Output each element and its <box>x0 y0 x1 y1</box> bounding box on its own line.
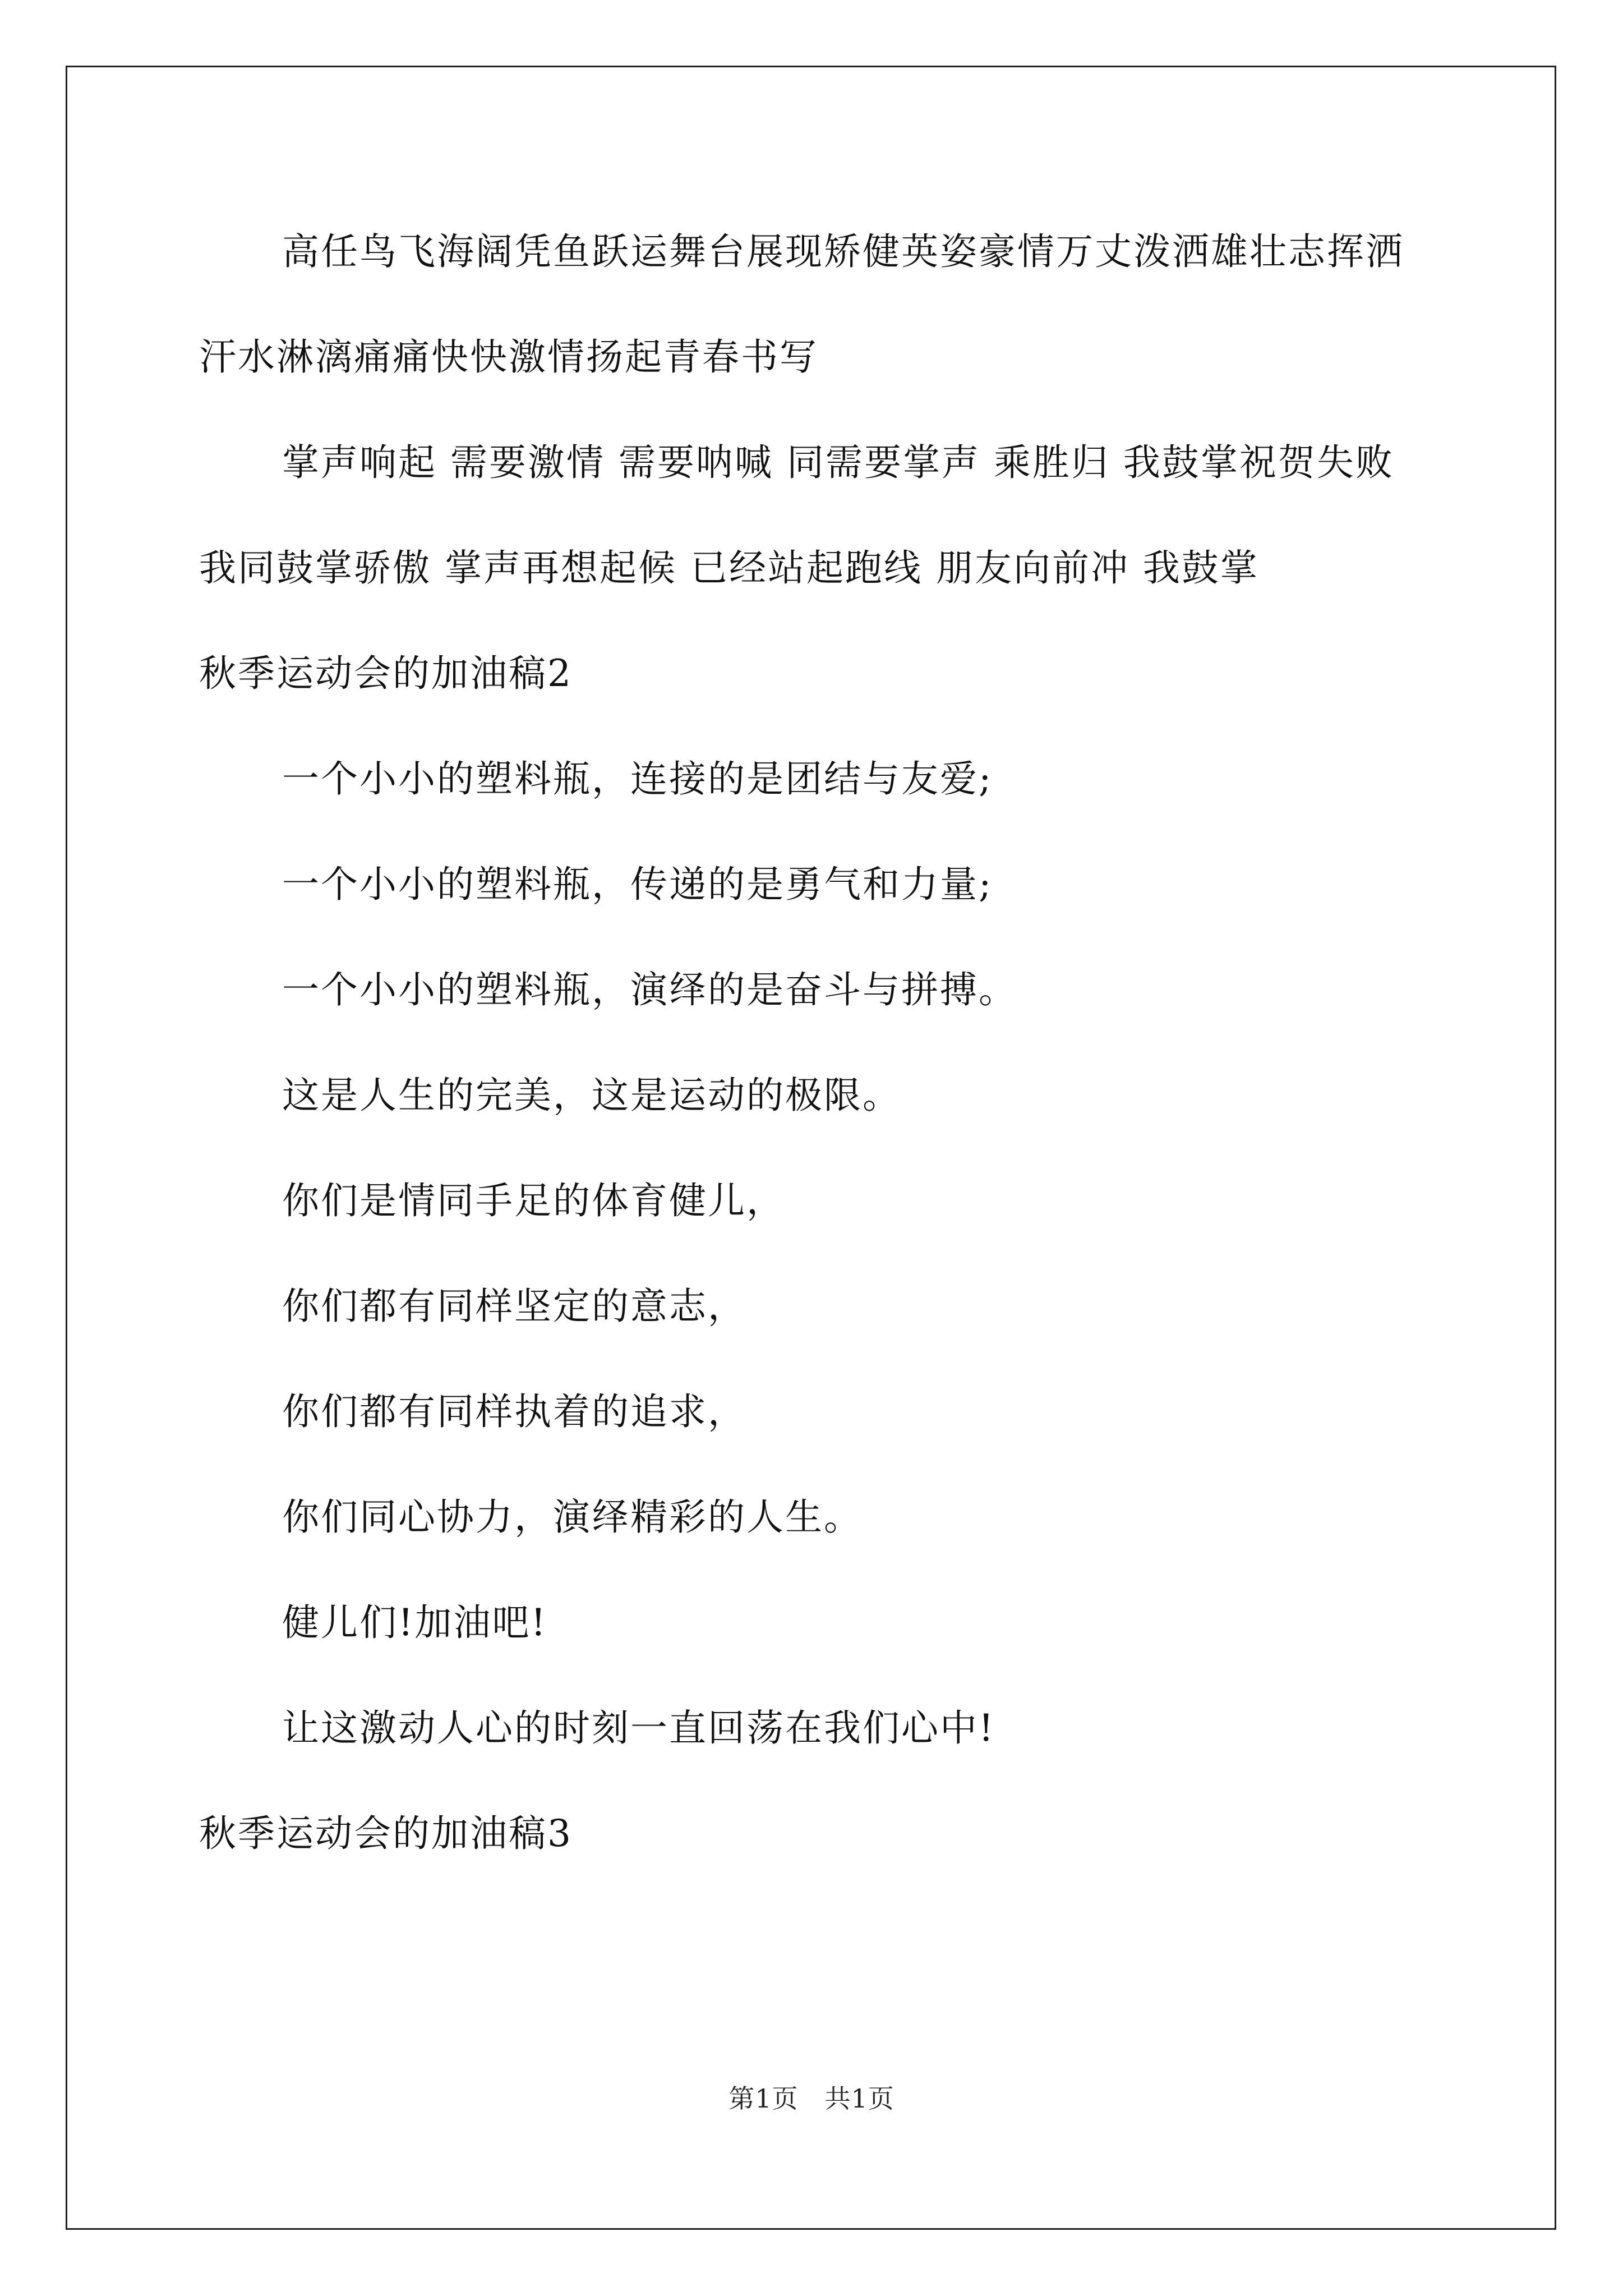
section-heading: 秋季运动会的加油稿3 <box>199 1812 573 1855</box>
paragraph: 你们都有同样坚定的意志， <box>282 1285 746 1328</box>
document-body <box>199 199 1427 1887</box>
page-total: 共1页 <box>824 2083 895 2114</box>
section-heading: 秋季运动会的加油稿2 <box>199 652 573 695</box>
page-number: 第1页 <box>728 2083 799 2114</box>
paragraph: 一个小小的塑料瓶，连接的是团结与友爱; <box>282 757 993 800</box>
paragraph: 让这激动人心的时刻一直回荡在我们心中! <box>282 1706 995 1750</box>
paragraph: 你们同心协力，演绎精彩的人生。 <box>282 1496 863 1539</box>
page-footer <box>0 2078 1623 2115</box>
paragraph: 一个小小的塑料瓶，传递的是勇气和力量; <box>282 863 993 906</box>
paragraph: 这是人生的完美，这是运动的极限。 <box>282 1074 901 1117</box>
paragraph: 高任鸟飞海阔凭鱼跃运舞台展现矫健英姿豪情万丈泼洒雄壮志挥洒汗水淋漓痛痛快快激情扬起青春书写 <box>199 230 1404 379</box>
paragraph: 一个小小的塑料瓶，演绎的是奋斗与拼搏。 <box>282 968 1017 1011</box>
paragraph: 掌声响起 需要激情 需要呐喊 同需要掌声 乘胜归 我鼓掌祝贺失败 我同鼓掌骄傲 掌声再想起候 已经站起跑线 朋友向前冲 我鼓掌 <box>199 441 1394 590</box>
paragraph: 健儿们!加油吧! <box>282 1601 548 1644</box>
paragraph: 你们是情同手足的体育健儿， <box>282 1179 785 1222</box>
paragraph: 你们都有同样执着的追求， <box>282 1390 746 1433</box>
